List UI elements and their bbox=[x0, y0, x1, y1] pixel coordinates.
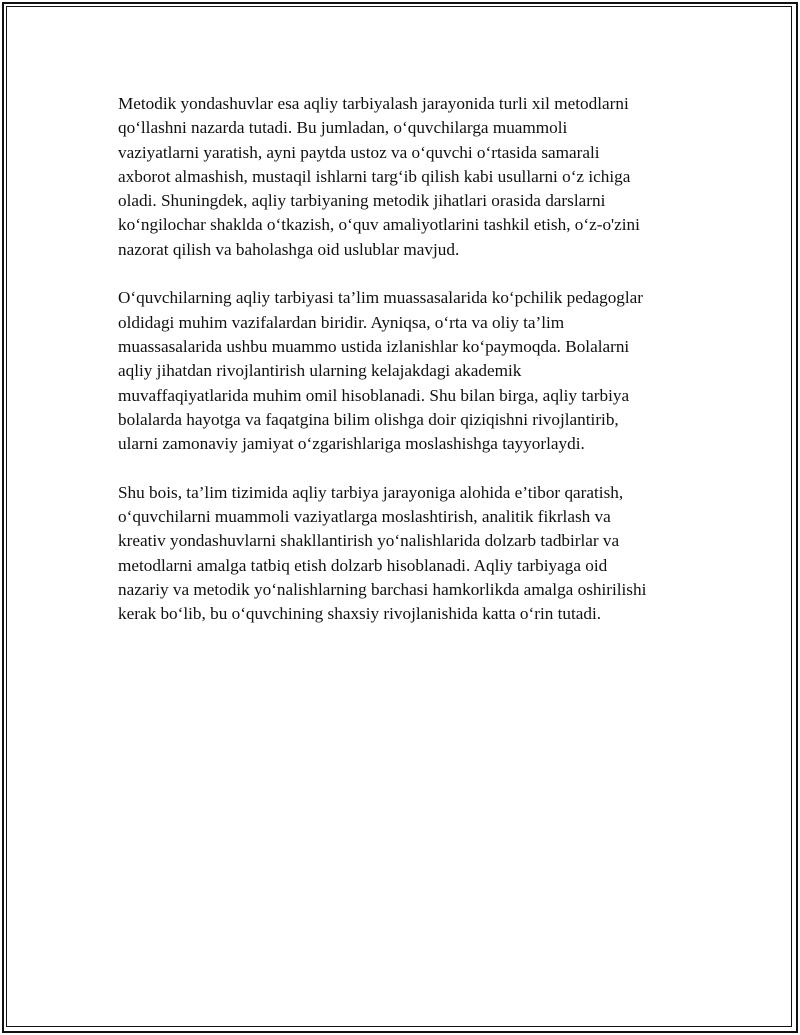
text-line: o‘quvchilarni muammoli vaziyatlarga moslashtirish, analitik fikrlash va bbox=[118, 507, 611, 527]
text-line: vaziyatlarni yaratish, ayni paytda ustoz va o‘quvchi o‘rtasida samarali bbox=[118, 142, 600, 162]
text-line: Metodik yondashuvlar esa aqliy tarbiyalash jarayonida turli xil metodlarni bbox=[118, 94, 629, 113]
text-line: kreativ yondashuvlarni shakllantirish yo‘nalishlarida dolzarb tadbirlar va bbox=[118, 531, 620, 551]
paragraph-2 bbox=[118, 286, 698, 456]
text-line: axborot almashish, mustaqil ishlarni targ‘ib qilish kabi usullarni o‘z ichiga bbox=[118, 166, 631, 186]
paragraph-1 bbox=[118, 92, 698, 262]
text-line: O‘quvchilarning aqliy tarbiyasi ta’lim muassasalarida ko‘pchilik pedagoglar bbox=[118, 288, 644, 308]
document-body bbox=[118, 92, 698, 651]
text-line: oladi. Shuningdek, aqliy tarbiyaning metodik jihatlari orasida darslarni bbox=[118, 191, 606, 211]
text-line: metodlarni amalga tatbiq etish dolzarb hisoblanadi. Aqliy tarbiyaga oid bbox=[118, 555, 608, 575]
text-line: Shu bois, ta’lim tizimida aqliy tarbiya jarayoniga alohida e’tibor qaratish, bbox=[118, 482, 624, 502]
text-line: nazariy va metodik yo‘nalishlarning barchasi hamkorlikda amalga oshirilishi bbox=[118, 579, 647, 599]
paragraph-3 bbox=[118, 481, 698, 627]
text-line: oldidagi muhim vazifalardan biridir. Ayniqsa, o‘rta va oliy ta’lim bbox=[118, 312, 565, 332]
text-line: muvaffaqiyatlarida muhim omil hisoblanadi. Shu bilan birga, aqliy tarbiya bbox=[118, 385, 630, 405]
text-line: kerak bo‘lib, bu o‘quvchining shaxsiy rivojlanishida katta o‘rin tutadi. bbox=[118, 604, 602, 624]
text-line: nazorat qilish va baholashga oid uslublar mavjud. bbox=[118, 239, 460, 259]
text-line: muassasalarida ushbu muammo ustida izlanishlar ko‘paymoqda. Bolalarni bbox=[118, 336, 630, 356]
text-line: qo‘llashni nazarda tutadi. Bu jumladan, o‘quvchilarga muammoli bbox=[118, 118, 568, 138]
text-line: ko‘ngilochar shaklda o‘tkazish, o‘quv amaliyotlarini tashkil etish, o‘z-o'zini bbox=[118, 215, 640, 235]
text-line: ularni zamonaviy jamiyat o‘zgarishlariga moslashishga tayyorlaydi. bbox=[118, 434, 585, 454]
text-line: bolalarda hayotga va faqatgina bilim olishga doir qiziqishni rivojlantirib, bbox=[118, 409, 619, 429]
text-line: aqliy jihatdan rivojlantirish ularning kelajakdagi akademik bbox=[118, 361, 522, 381]
